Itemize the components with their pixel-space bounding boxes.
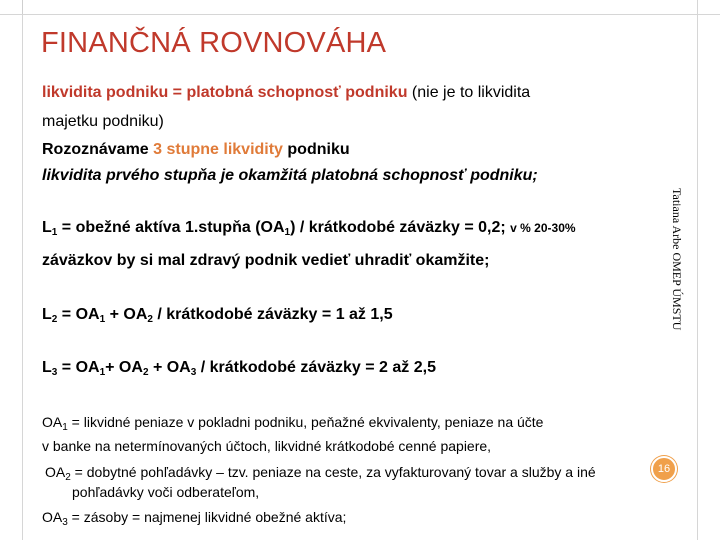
first-degree-line: likvidita prvého stupňa je okamžitá platobná schopnosť podniku; xyxy=(42,167,538,184)
definition-line-1 xyxy=(42,83,530,103)
side-credit xyxy=(668,188,688,336)
oa3-sub: 3 xyxy=(62,517,68,528)
formula-l1-line-2: záväzkov by si mal zdravý podnik vedieť uhradiť okamžite; xyxy=(42,252,490,269)
oa3-label: OA xyxy=(42,509,63,525)
oa1-label: OA xyxy=(42,414,63,430)
l1-symbol: L xyxy=(42,219,52,236)
l2-part-c: + OA xyxy=(105,306,148,323)
degrees-line xyxy=(42,140,350,160)
degrees-pre: Rozoznávame xyxy=(42,141,154,158)
frame-line-top xyxy=(22,0,23,14)
l3-part-b: = OA xyxy=(57,359,100,376)
l1-part-b: = obežné aktíva 1.stupňa (OA xyxy=(57,219,285,236)
l3-part-c: + OA xyxy=(105,359,143,376)
note-oa2-line-2: pohľadávky voči odberateľom, xyxy=(72,484,260,500)
l1-percent-note: v % 20-30% xyxy=(510,221,576,235)
oa2-sub: 2 xyxy=(65,472,71,483)
l3-part-e: / krátkodobé záväzky = 2 až 2,5 xyxy=(196,359,436,376)
l2-part-b: = OA xyxy=(57,306,100,323)
page-number-badge: 16 xyxy=(651,456,677,482)
l2-part-c-sub: 2 xyxy=(147,314,153,325)
l3-symbol: L xyxy=(42,359,52,376)
formula-l3 xyxy=(42,358,436,383)
l1-part-b-sub: 1 xyxy=(284,227,291,238)
l3-part-d-sub: 3 xyxy=(190,367,197,378)
l3-part-c-sub: 2 xyxy=(142,367,149,378)
definition-rest: (nie je to likvidita xyxy=(407,84,531,101)
frame-line-right xyxy=(697,0,698,540)
l3-part-b-sub: 1 xyxy=(99,367,106,378)
l1-part-c: ) / krátkodobé záväzky = 0,2; xyxy=(290,219,511,236)
l2-symbol-sub: 2 xyxy=(51,314,58,325)
side-credit-text: Tatiana Arbe OMEP ÚMSTU xyxy=(670,188,684,331)
l2-part-b-sub: 1 xyxy=(99,314,106,325)
degrees-highlight: 3 stupne likvidity xyxy=(153,141,283,158)
definition-highlight: likvidita podniku = platobná schopnosť podniku xyxy=(42,84,408,101)
frame-line-left xyxy=(22,14,23,540)
slide-title: FINANČNÁ ROVNOVÁHA xyxy=(41,27,387,59)
l3-part-d: + OA xyxy=(148,359,191,376)
definition-line-2: majetku podniku) xyxy=(42,113,164,130)
note-oa3 xyxy=(42,508,346,532)
note-oa1-line-2: v banke na netermínovaných účtoch, likvidné krátkodobé cenné papiere, xyxy=(42,438,492,454)
frame-line-horizontal xyxy=(0,14,720,15)
formula-l2 xyxy=(42,305,393,330)
l1-symbol-sub: 1 xyxy=(51,227,58,238)
oa1-sub: 1 xyxy=(62,422,68,433)
oa3-text: = zásoby = najmenej likvidné obežné aktíva; xyxy=(67,509,347,525)
oa2-text: = dobytné pohľadávky – tzv. peniaze na ceste, za vyfakturovaný tovar a služby a iné xyxy=(70,464,596,480)
l2-part-d: / krátkodobé záväzky = 1 až 1,5 xyxy=(152,306,393,323)
oa1-text: = likvidné peniaze v pokladni podniku, peňažné ekvivalenty, peniaze na účte xyxy=(67,414,544,430)
degrees-post: podniku xyxy=(282,141,350,158)
l2-symbol: L xyxy=(42,306,52,323)
formula-l1 xyxy=(42,218,576,243)
l3-symbol-sub: 3 xyxy=(51,367,58,378)
oa2-label: OA xyxy=(45,464,66,480)
note-oa1 xyxy=(42,413,543,437)
